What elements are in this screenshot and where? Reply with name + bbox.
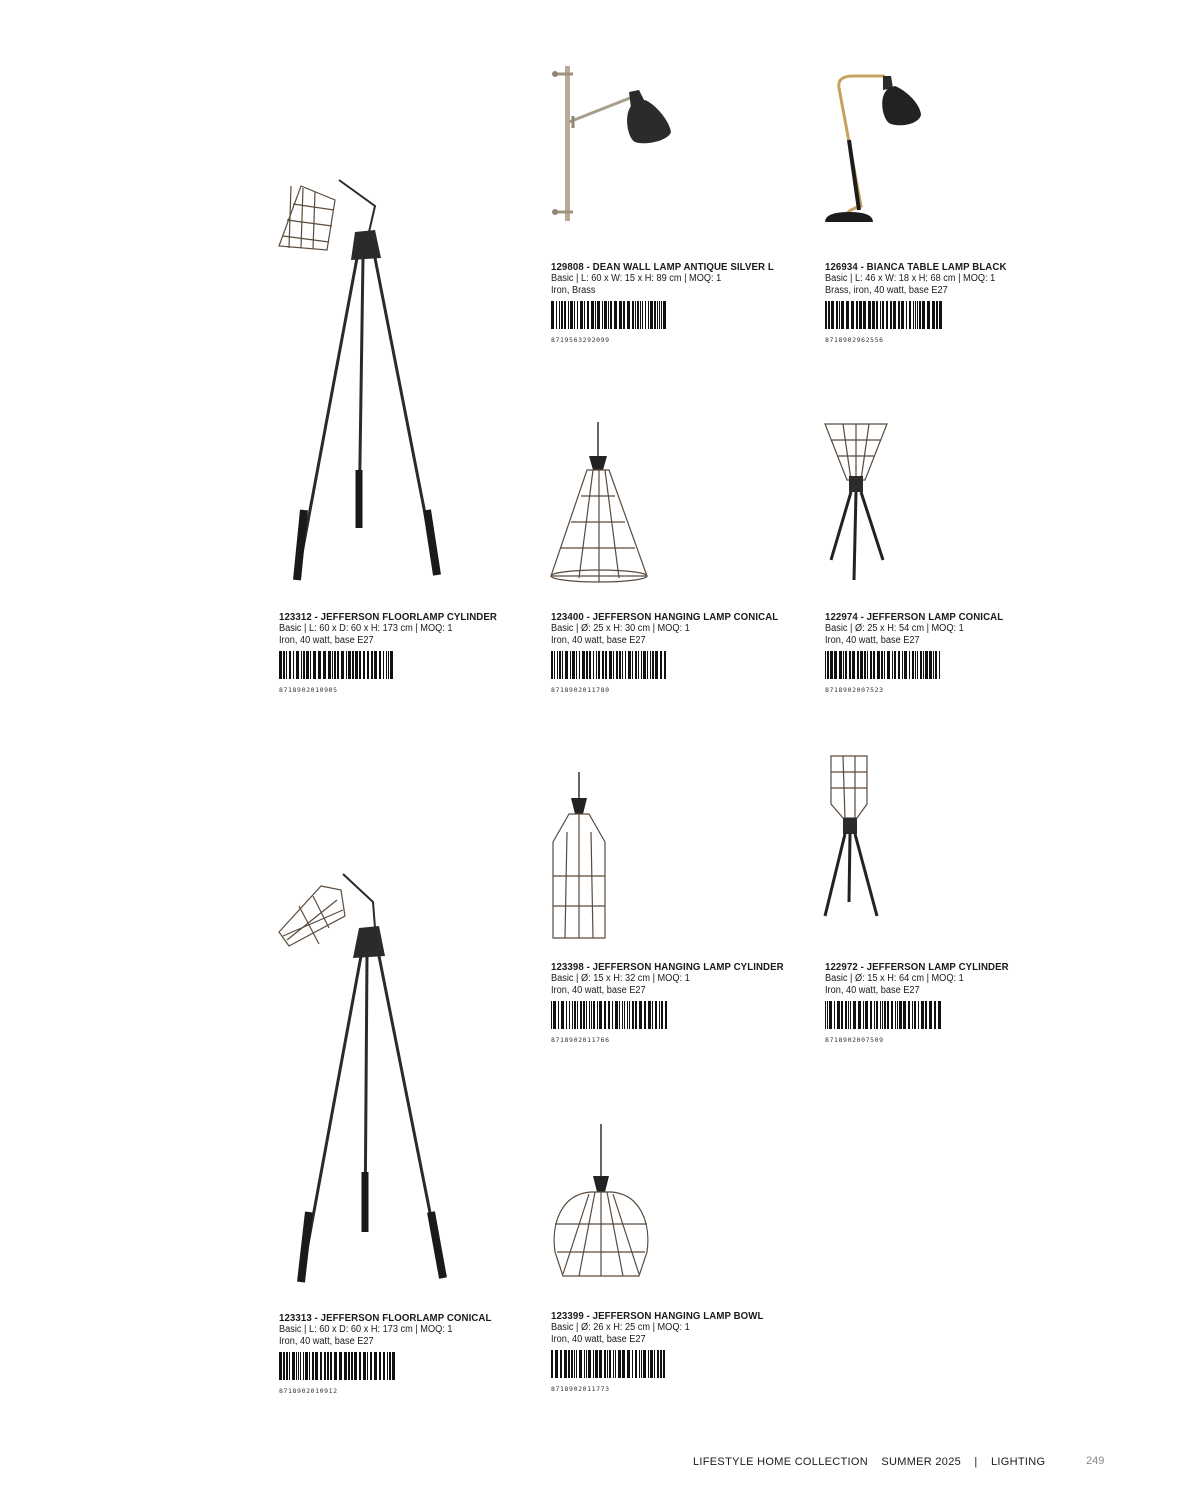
product-spec: Basic | L: 60 x D: 60 x H: 173 cm | MOQ: 1 [279,623,453,634]
product-title: 123313 - JEFFERSON FLOORLAMP CONICAL [279,1312,492,1324]
product-title: 129808 - DEAN WALL LAMP ANTIQUE SILVER L [551,261,774,273]
barcode-icon [551,1001,669,1029]
product-title: 126934 - BIANCA TABLE LAMP BLACK [825,261,1007,273]
barcode-icon [551,301,669,329]
product-spec: Basic | Ø: 26 x H: 25 cm | MOQ: 1 [551,1322,690,1333]
page-footer [693,1456,1055,1468]
product-title: 122974 - JEFFERSON LAMP CONICAL [825,611,1004,623]
product-spec: Basic | L: 60 x W: 15 x H: 89 cm | MOQ: 1 [551,273,722,284]
ean-number: 8718902011766 [551,1036,610,1044]
ean-number: 8718902007509 [825,1036,884,1044]
hanging-lamp-cylinder-image [551,772,631,942]
barcode-icon [825,301,943,329]
product-material: Brass, iron, 40 watt, base E27 [825,285,948,296]
wall-lamp-image [551,60,681,230]
product-title: 122972 - JEFFERSON LAMP CYLINDER [825,961,1009,973]
product-material: Iron, Brass [551,285,596,296]
tripod-lamp-cylinder-image [825,752,895,922]
barcode-icon [825,651,943,679]
barcode-icon [279,1352,397,1380]
product-spec: Basic | Ø: 25 x H: 54 cm | MOQ: 1 [825,623,964,634]
product-title: 123400 - JEFFERSON HANGING LAMP CONICAL [551,611,779,623]
ean-number: 8719563292099 [551,336,610,344]
ean-number: 8718902962556 [825,336,884,344]
floor-lamp-conical-image [279,866,479,1286]
footer-section: LIGHTING [990,1456,1046,1468]
ean-number: 8718902011773 [551,1385,610,1393]
footer-season: SUMMER 2025 [881,1456,962,1468]
product-spec: Basic | L: 60 x D: 60 x H: 173 cm | MOQ: 1 [279,1324,453,1335]
hanging-lamp-bowl-image [551,1124,661,1284]
barcode-icon [551,651,669,679]
product-material: Iron, 40 watt, base E27 [825,635,920,646]
product-material: Iron, 40 watt, base E27 [279,635,374,646]
product-spec: Basic | Ø: 15 x H: 32 cm | MOQ: 1 [551,973,690,984]
ean-number: 8718902010912 [279,1387,338,1395]
product-material: Iron, 40 watt, base E27 [279,1336,374,1347]
product-spec: Basic | Ø: 15 x H: 64 cm | MOQ: 1 [825,973,964,984]
product-material: Iron, 40 watt, base E27 [551,985,646,996]
ean-number: 8718902011780 [551,686,610,694]
table-lamp-image [825,70,935,230]
barcode-icon [551,1350,669,1378]
hanging-lamp-conical-image [551,422,661,587]
product-material: Iron, 40 watt, base E27 [551,635,646,646]
product-title: 123399 - JEFFERSON HANGING LAMP BOWL [551,1310,764,1322]
barcode-icon [825,1001,943,1029]
product-spec: Basic | L: 46 x W: 18 x H: 68 cm | MOQ: 1 [825,273,996,284]
product-spec: Basic | Ø: 25 x H: 30 cm | MOQ: 1 [551,623,690,634]
footer-collection: LIFESTYLE HOME COLLECTION [693,1456,868,1468]
product-title: 123312 - JEFFERSON FLOORLAMP CYLINDER [279,611,497,623]
product-material: Iron, 40 watt, base E27 [551,1334,646,1345]
product-title: 123398 - JEFFERSON HANGING LAMP CYLINDER [551,961,784,973]
footer-separator: | [974,1456,978,1468]
ean-number: 8718902007523 [825,686,884,694]
barcode-icon [279,651,397,679]
floor-lamp-cylinder-image [279,170,479,590]
ean-number: 8718902010905 [279,686,338,694]
tripod-lamp-conical-image [825,420,905,585]
product-material: Iron, 40 watt, base E27 [825,985,920,996]
page-number: 249 [1086,1455,1105,1467]
